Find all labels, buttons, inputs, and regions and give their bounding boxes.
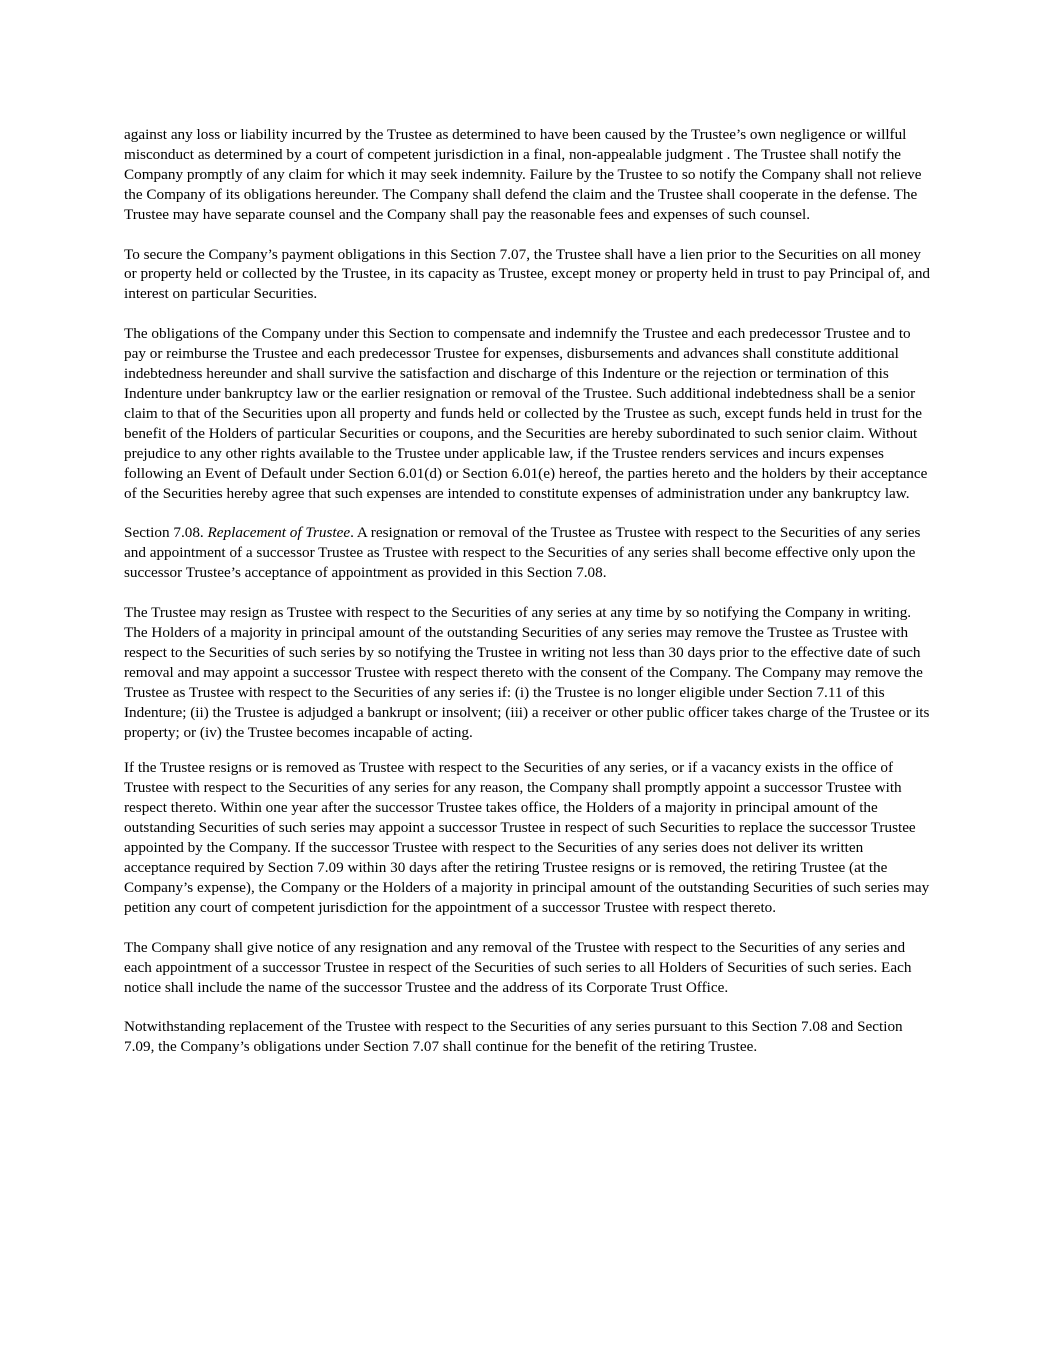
paragraph-notwithstanding: Notwithstanding replacement of the Trustee with respect to the Securities of any series pursuant to this Section 7.08 and Section 7.09, the Company’s obligations under Section 7.07 shall continue for the benefit of the retiring Trustee. xyxy=(124,1018,903,1056)
section-number: Section 7.08. xyxy=(124,524,208,542)
paragraph-indemnity-defense: against any loss or liability incurred by the Trustee as determined to have been caused by the Trustee’s own negligence or willful misconduct as determined by a court of competent jurisdiction in a final, non-appealable judgment . The Trustee shall notify the Company promptly of any claim for which it may seek indemnity. Failure by the Trustee to so notify the Company shall not relieve the Company of its obligations hereunder. The Company shall defend the claim and the Trustee shall cooperate in the defense. The Trustee may have separate counsel and the Company shall pay the reasonable fees and expenses of such counsel. xyxy=(124,126,922,223)
section-body: . A resignation or removal of the Trustee as Trustee with respect to the Securities of any series and appointment of a successor Trustee as Trustee with respect to the Securities of any series shall become effective only upon the successor Trustee’s acceptance of appointment as provided in this Section 7.08. xyxy=(124,524,921,582)
paragraph-vacancy: If the Trustee resigns or is removed as Trustee with respect to the Securities of any series, or if a vacancy exists in the office of Trustee with respect to the Securities of any series for any reason, the Company shall promptly appoint a successor Trustee with respect thereto. Within one year after the successor Trustee takes office, the Holders of a majority in principal amount of the outstanding Securities of such series may appoint a successor Trustee in respect of such Securities to replace the successor Trustee appointed by the Company. If the successor Trustee with respect to the Securities of any series does not deliver its written acceptance required by Section 7.09 within 30 days after the retiring Trustee resigns or is removed, the retiring Trustee (at the Company’s expense), the Company or the Holders of a majority in principal amount of the outstanding Securities of such series may petition any court of competent jurisdiction for the appointment of a successor Trustee with respect thereto. xyxy=(124,759,930,916)
paragraph-section-7-08 xyxy=(124,523,932,583)
paragraph-notice: The Company shall give notice of any resignation and any removal of the Trustee with respect to the Securities of any series and each appointment of a successor Trustee in respect of the Securities of such series to all Holders of Securities of such series. Each notice shall include the name of the successor Trustee and the address of its Corporate Trust Office. xyxy=(124,938,912,996)
paragraph-lien: To secure the Company’s payment obligations in this Section 7.07, the Trustee shall have a lien prior to the Securities on all money or property held or collected by the Trustee, in its capacity as Trustee, except money or property held in trust to pay Principal of, and interest on particular Securities. xyxy=(124,245,931,303)
section-title: Replacement of Trustee xyxy=(207,524,351,542)
paragraph-resignation-removal: The Trustee may resign as Trustee with respect to the Securities of any series at any time by so notifying the Company in writing. The Holders of a majority in principal amount of the outstanding Securities of any series may remove the Trustee as Trustee with respect to the Securities of such series by so notifying the Trustee in writing not less than 30 days prior to the effective date of such removal and may appoint a successor Trustee with respect thereto with the consent of the Company. The Company may remove the Trustee as Trustee with respect to the Securities of any series if: (i) the Trustee is no longer eligible under Section 7.11 of this Indenture; (ii) the Trustee is adjudged a bankrupt or insolvent; (iii) a receiver or other public officer takes charge of the Trustee or its property; or (iv) the Trustee becomes incapable of acting. xyxy=(124,604,930,741)
document-page xyxy=(124,125,932,1077)
paragraph-additional-indebtedness: The obligations of the Company under this Section to compensate and indemnify the Trustee and each predecessor Trustee and to pay or reimburse the Trustee and each predecessor Trustee for expenses, disbursements and advances shall constitute additional indebtedness hereunder and shall survive the satisfaction and discharge of this Indenture or the rejection or termination of this Indenture under bankruptcy law or the earlier resignation or removal of the Trustee. Such additional indebtedness shall be a senior claim to that of the Securities upon all property and funds held or collected by the Trustee as such, except funds held in trust for the benefit of the Holders of particular Securities or coupons, and the Securities are hereby subordinated to such senior claim. Without prejudice to any other rights available to the Trustee under applicable law, if the Trustee renders services and incurs expenses following an Event of Default under Section 6.01(d) or Section 6.01(e) hereof, the parties hereto and the holders by their acceptance of the Securities hereby agree that such expenses are intended to constitute expenses of administration under any bankruptcy law. xyxy=(124,325,928,502)
